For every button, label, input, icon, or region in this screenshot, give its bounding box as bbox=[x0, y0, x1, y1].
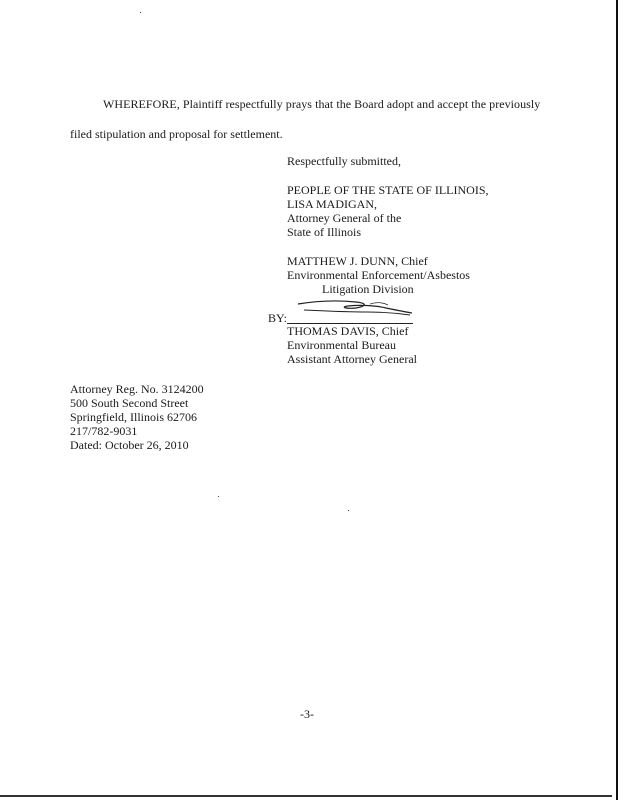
scan-edge-bottom bbox=[0, 795, 612, 797]
handwritten-signature bbox=[296, 296, 414, 320]
scan-speck bbox=[140, 12, 141, 13]
division-line-1: Environmental Enforcement/Asbestos bbox=[287, 268, 470, 282]
scan-speck bbox=[218, 496, 219, 497]
city-address: Springfield, Illinois 62706 bbox=[70, 410, 197, 424]
attorney-general-name: LISA MADIGAN, bbox=[287, 197, 377, 211]
scan-speck bbox=[348, 510, 349, 511]
dated-line: Dated: October 26, 2010 bbox=[70, 438, 189, 452]
by-label: BY: bbox=[268, 311, 287, 325]
signer-name: THOMAS DAVIS, Chief bbox=[287, 324, 409, 338]
street-address: 500 South Second Street bbox=[70, 396, 189, 410]
scan-edge-right bbox=[616, 0, 618, 800]
chief-name: MATTHEW J. DUNN, Chief bbox=[287, 254, 428, 268]
party-name: PEOPLE OF THE STATE OF ILLINOIS, bbox=[287, 183, 489, 197]
signer-bureau: Environmental Bureau bbox=[287, 338, 396, 352]
body-paragraph-line-1: WHEREFORE, Plaintiff respectfully prays that the Board adopt and accept the previously bbox=[103, 97, 541, 111]
attorney-reg-number: Attorney Reg. No. 3124200 bbox=[70, 382, 204, 396]
division-line-2: Litigation Division bbox=[322, 282, 414, 296]
closing-text: Respectfully submitted, bbox=[287, 154, 401, 168]
page-number: -3- bbox=[300, 707, 314, 721]
phone-number: 217/782-9031 bbox=[70, 424, 138, 438]
attorney-general-title-2: State of Illinois bbox=[287, 225, 361, 239]
body-paragraph-line-2: filed stipulation and proposal for settlement. bbox=[70, 127, 283, 141]
attorney-general-title-1: Attorney General of the bbox=[287, 211, 402, 225]
signer-title: Assistant Attorney General bbox=[287, 352, 417, 366]
